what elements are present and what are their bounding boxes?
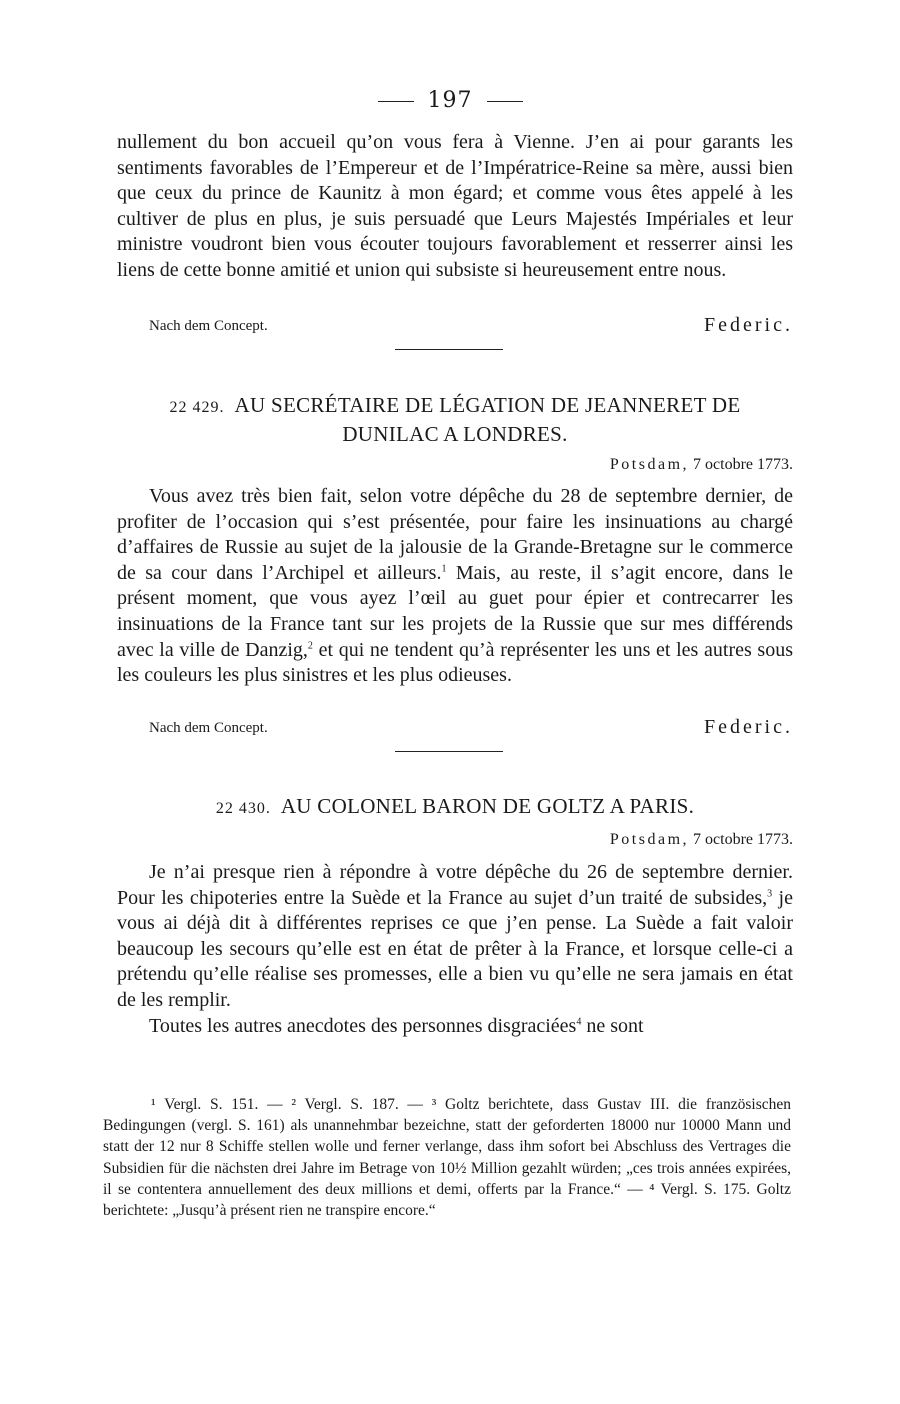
- letter-22429-signature: Federic.: [704, 716, 793, 738]
- section-divider-1: [395, 349, 503, 350]
- letter-22430-dateline: [610, 831, 793, 849]
- letter-22429-dateline: [610, 456, 793, 474]
- page-number-value: 197: [427, 88, 473, 113]
- footnote-ref-4: 4: [576, 1015, 582, 1027]
- letter-22430-body: [117, 860, 793, 1039]
- letter-22429-heading-line1: [117, 392, 793, 421]
- letter-22430-date: 7 octobre 1773.: [693, 831, 793, 848]
- letter-22429-title-1: AU SECRÉTAIRE DE LÉGATION DE JEANNERET DE: [234, 393, 741, 417]
- footnotes: [103, 1094, 791, 1221]
- letter-22429-text-3: et qui ne tendent qu’à représenter les uns et les autres sous les couleurs les plus sinistres et les plus odieuses.: [117, 638, 793, 687]
- letter-22430-paragraph-2: [117, 1014, 793, 1040]
- footnote-ref-1: 1: [441, 563, 447, 575]
- letter-22430-title: AU COLONEL BARON DE GOLTZ A PARIS.: [280, 794, 695, 818]
- letter-22429-date: 7 octobre 1773.: [693, 456, 793, 473]
- letter-22430-number: 22 430.: [215, 800, 271, 817]
- letter-22430-heading: [117, 793, 793, 822]
- page-number-right-dash: [487, 101, 523, 102]
- letter-22429-number: 22 429.: [169, 399, 225, 416]
- page-number-left-dash: [378, 101, 414, 102]
- letter-22430-text-2: je vous ai déjà dit à différentes reprises ce que j’en pense. La Suède a fait valoir beaucoup les secours qu’elle est en état de prêter à la France, et lorsque celle-ci a prétendu qu’elle réalise ses promesses, elle a bien vu qu’elle ne sera jamais en état de les remplir.: [117, 886, 793, 1011]
- opening-source: Nach dem Concept.: [149, 318, 268, 334]
- footnotes-text: ¹ Vergl. S. 151. — ² Vergl. S. 187. — ³ Goltz berichtete, dass Gustav III. die französischen Bedingungen (vergl. S. 161) als unannehmbar bezeichne, statt der geforderten 18000 nur 10000 Mann und statt der 12 nur 8 Schiffe stellen wolle und ferner verlange, dass ihm sofort bei Abschluss des Vertrages die Subsidien für die nächsten drei Jahre im Betrage von 10½ Million gezahlt würden; „ces trois années expirées, il se contentera annuellement des deux millions et demi, offerts par la France.“ — ⁴ Vergl. S. 175. Goltz berichtete: „Jusqu’à présent rien ne transpire encore.“: [103, 1096, 791, 1220]
- opening-source-line: [117, 314, 793, 340]
- opening-signature: Federic.: [704, 314, 793, 336]
- section-divider-2: [395, 751, 503, 752]
- letter-22429-heading-line2: DUNILAC A LONDRES.: [342, 422, 568, 446]
- page-number: [0, 88, 900, 113]
- letter-22429-source-line: [117, 716, 793, 742]
- letter-22429-heading: [117, 392, 793, 447]
- letter-22430-date-place: Potsdam,: [609, 831, 690, 848]
- letter-22430-heading-line: [117, 793, 793, 822]
- opening-paragraph-block: [117, 130, 793, 284]
- footnote-ref-2: 2: [307, 639, 313, 651]
- letter-22429-paragraph: [117, 484, 793, 689]
- letter-22430-text-4: ne sont: [581, 1014, 644, 1037]
- letter-22430-paragraph-1: [117, 860, 793, 1014]
- footnote-ref-3: 3: [767, 887, 773, 899]
- letter-22429-body: [117, 484, 793, 689]
- letter-22430-text-3: Toutes les autres anecdotes des personnes disgraciées: [149, 1014, 577, 1037]
- opening-paragraph: nullement du bon accueil qu’on vous fera à Vienne. J’en ai pour garants les sentiments favorables de l’Empereur et de l’Impératrice-Reine sa mère, aussi bien que ceux du prince de Kaunitz à mon égard; et comme vous êtes appelé à les cultiver de plus en plus, je suis persuadé que Leurs Majestés Impériales et leur ministre voudront bien vous écouter toujours favorablement et resserrer ainsi les liens de cette bonne amitié et union qui subsiste si heureusement entre nous.: [117, 131, 793, 281]
- letter-22430-text-1: Je n’ai presque rien à répondre à votre dépêche du 26 de septembre dernier. Pour les chipoteries entre la Suède et la France au sujet d’un traité de subsides,: [117, 861, 793, 909]
- letter-22429-source: Nach dem Concept.: [149, 720, 268, 736]
- letter-22429-text-2: Mais, au reste, il s’agit encore, dans le présent moment, que vous ayez l’œil au guet pour épier et contrecarrer les insinuations de la France tant sur les projets de la Russie que sur mes différends avec la ville de Danzig,: [117, 561, 793, 661]
- letter-22429-date-place: Potsdam,: [609, 456, 690, 473]
- letter-22429-text-1: Vous avez très bien fait, selon votre dépêche du 28 de septembre dernier, de profiter de l’occasion qui s’est présentée, pour faire les insinuations au chargé d’affaires de Russie au sujet de la jalousie de la Grande-Bretagne sur le commerce de sa cour dans l’Archipel et ailleurs.: [117, 485, 793, 584]
